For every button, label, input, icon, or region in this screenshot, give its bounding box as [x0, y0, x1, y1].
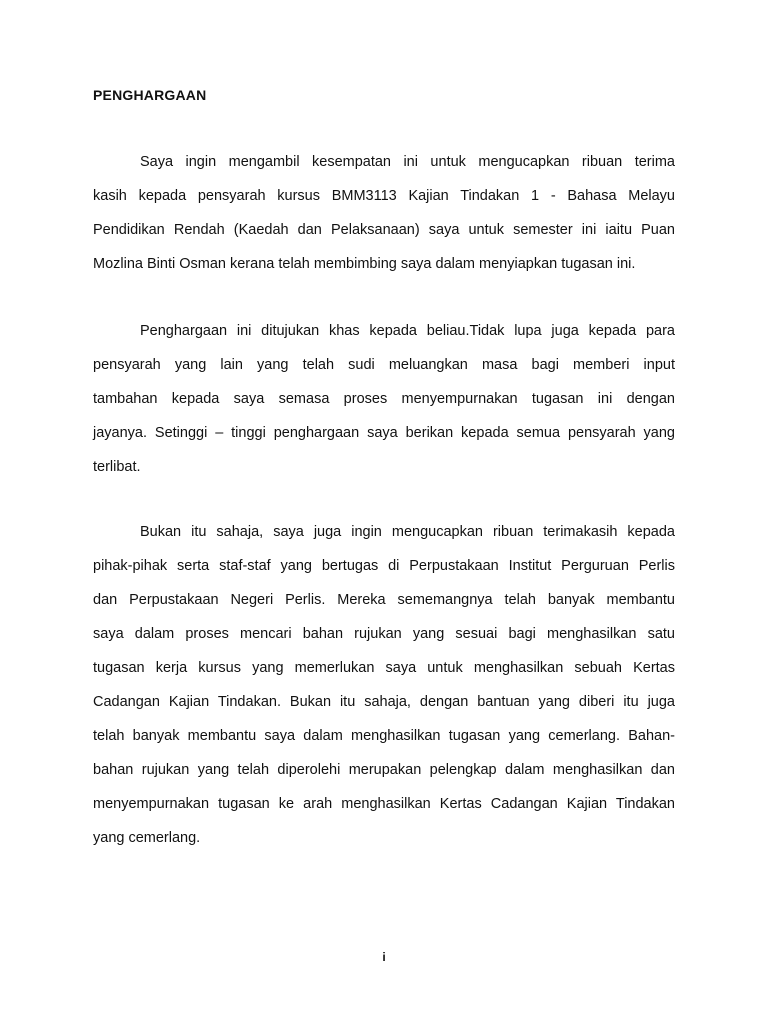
- paragraph-line: bahan rujukan yang telah diperolehi merupakan pelengkap dalam menghasilkan dan: [93, 762, 675, 778]
- paragraph-line: Mozlina Binti Osman kerana telah membimbing saya dalam menyiapkan tugasan ini.: [93, 256, 636, 272]
- paragraph-line: dan Perpustakaan Negeri Perlis. Mereka sememangnya telah banyak membantu: [93, 592, 675, 608]
- paragraph-line: menyempurnakan tugasan ke arah menghasilkan Kertas Cadangan Kajian Tindakan: [93, 796, 675, 812]
- paragraph-2: [93, 314, 675, 484]
- paragraph-line: Pendidikan Rendah (Kaedah dan Pelaksanaan) saya untuk semester ini iaitu Puan: [93, 222, 675, 238]
- paragraph-line: yang cemerlang.: [93, 830, 201, 846]
- paragraph-line: jayanya. Setinggi – tinggi penghargaan saya berikan kepada semua pensyarah yang: [93, 425, 675, 441]
- page-number: i: [382, 950, 386, 964]
- paragraph-line: Saya ingin mengambil kesempatan ini untuk mengucapkan ribuan terima: [140, 154, 675, 170]
- paragraph-line: telah banyak membantu saya dalam menghasilkan tugasan yang cemerlang. Bahan-: [93, 728, 675, 744]
- paragraph-line: tugasan kerja kursus yang memerlukan saya untuk menghasilkan sebuah Kertas: [93, 660, 675, 676]
- page-heading: PENGHARGAAN: [93, 87, 207, 103]
- paragraph-1: [93, 145, 675, 281]
- paragraph-line: terlibat.: [93, 459, 141, 475]
- paragraph-line: tambahan kepada saya semasa proses menyempurnakan tugasan ini dengan: [93, 391, 675, 407]
- paragraph-line: pihak-pihak serta staf-staf yang bertugas di Perpustakaan Institut Perguruan Perlis: [93, 558, 675, 574]
- paragraph-3: [93, 515, 675, 855]
- paragraph-line: kasih kepada pensyarah kursus BMM3113 Kajian Tindakan 1 - Bahasa Melayu: [93, 188, 675, 204]
- paragraph-line: pensyarah yang lain yang telah sudi meluangkan masa bagi memberi input: [93, 357, 675, 373]
- paragraph-line: saya dalam proses mencari bahan rujukan yang sesuai bagi menghasilkan satu: [93, 626, 675, 642]
- paragraph-line: Bukan itu sahaja, saya juga ingin mengucapkan ribuan terimakasih kepada: [140, 524, 675, 540]
- paragraph-line: Cadangan Kajian Tindakan. Bukan itu sahaja, dengan bantuan yang diberi itu juga: [93, 694, 675, 710]
- paragraph-line: Penghargaan ini ditujukan khas kepada beliau.Tidak lupa juga kepada para: [140, 323, 675, 339]
